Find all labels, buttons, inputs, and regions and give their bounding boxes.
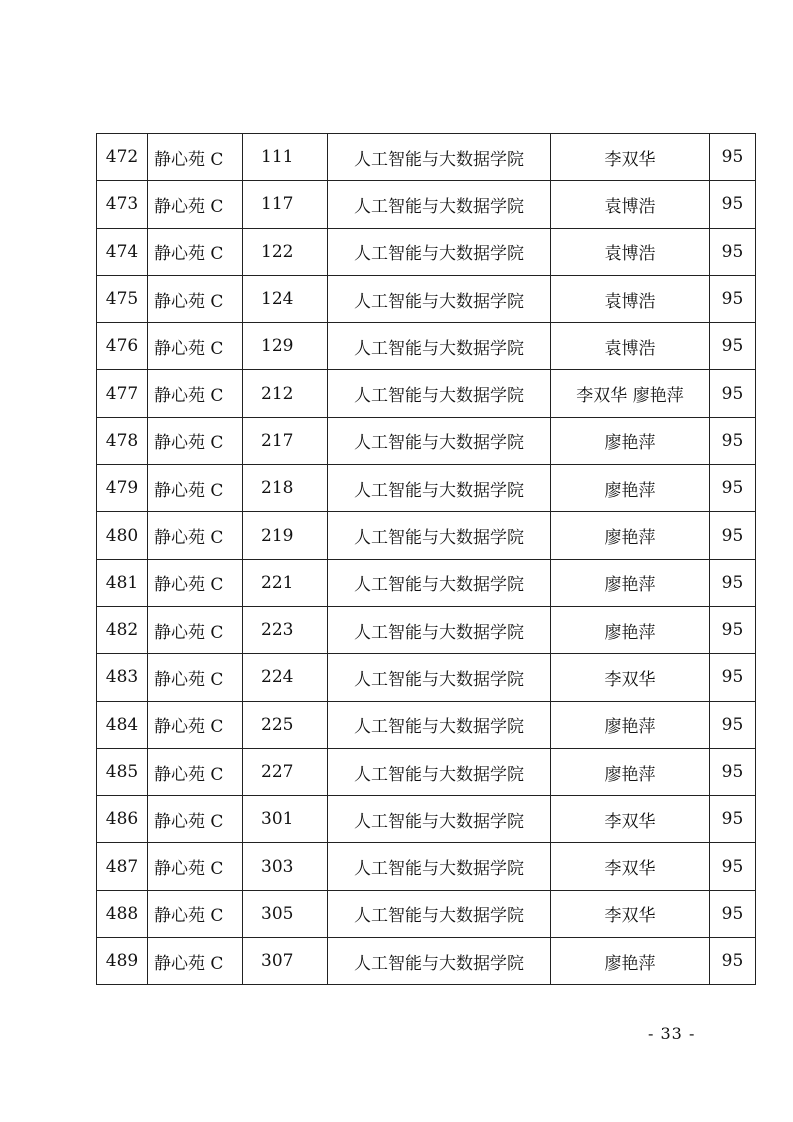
score-cell: 95 [710,512,756,559]
instructor-cell: 廖艳萍 [551,701,710,748]
row-number-cell: 477 [97,370,148,417]
instructor-cell: 李双华 [551,134,710,181]
table-row [97,323,756,370]
building-cell: 静心苑 C [148,559,243,606]
college-cell: 人工智能与大数据学院 [328,606,551,653]
college-cell: 人工智能与大数据学院 [328,796,551,843]
row-number-cell: 482 [97,606,148,653]
instructor-cell: 廖艳萍 [551,938,710,985]
table-row [97,890,756,937]
table-row [97,228,756,275]
building-cell: 静心苑 C [148,796,243,843]
instructor-cell: 廖艳萍 [551,465,710,512]
room-cell: 218 [243,465,328,512]
row-number-cell: 487 [97,843,148,890]
building-cell: 静心苑 C [148,701,243,748]
table-row [97,417,756,464]
room-cell: 305 [243,890,328,937]
building-cell: 静心苑 C [148,465,243,512]
room-cell: 227 [243,748,328,795]
score-cell: 95 [710,465,756,512]
instructor-cell: 李双华 廖艳萍 [551,370,710,417]
score-cell: 95 [710,181,756,228]
college-cell: 人工智能与大数据学院 [328,181,551,228]
row-number-cell: 478 [97,417,148,464]
instructor-cell: 袁博浩 [551,323,710,370]
college-cell: 人工智能与大数据学院 [328,323,551,370]
row-number-cell: 475 [97,275,148,322]
room-cell: 219 [243,512,328,559]
room-cell: 122 [243,228,328,275]
building-cell: 静心苑 C [148,890,243,937]
college-cell: 人工智能与大数据学院 [328,938,551,985]
row-number-cell: 486 [97,796,148,843]
table-row [97,748,756,795]
score-cell: 95 [710,417,756,464]
score-cell: 95 [710,323,756,370]
table-row [97,796,756,843]
room-cell: 223 [243,606,328,653]
table-row [97,370,756,417]
room-cell: 212 [243,370,328,417]
instructor-cell: 廖艳萍 [551,417,710,464]
room-cell: 307 [243,938,328,985]
instructor-cell: 廖艳萍 [551,748,710,795]
college-cell: 人工智能与大数据学院 [328,228,551,275]
score-cell: 95 [710,938,756,985]
building-cell: 静心苑 C [148,181,243,228]
table-row [97,701,756,748]
row-number-cell: 480 [97,512,148,559]
page-number: - 33 - [648,1024,696,1043]
college-cell: 人工智能与大数据学院 [328,512,551,559]
room-cell: 224 [243,654,328,701]
instructor-cell: 袁博浩 [551,181,710,228]
row-number-cell: 479 [97,465,148,512]
score-cell: 95 [710,748,756,795]
score-cell: 95 [710,559,756,606]
table-row [97,654,756,701]
college-cell: 人工智能与大数据学院 [328,748,551,795]
table-row [97,275,756,322]
college-cell: 人工智能与大数据学院 [328,701,551,748]
college-cell: 人工智能与大数据学院 [328,370,551,417]
room-cell: 111 [243,134,328,181]
row-number-cell: 473 [97,181,148,228]
instructor-cell: 廖艳萍 [551,512,710,559]
building-cell: 静心苑 C [148,323,243,370]
instructor-cell: 李双华 [551,843,710,890]
instructor-cell: 李双华 [551,890,710,937]
row-number-cell: 488 [97,890,148,937]
building-cell: 静心苑 C [148,228,243,275]
score-cell: 95 [710,275,756,322]
row-number-cell: 489 [97,938,148,985]
instructor-cell: 李双华 [551,654,710,701]
building-cell: 静心苑 C [148,843,243,890]
instructor-cell: 李双华 [551,796,710,843]
table-body [97,134,756,985]
table-row [97,559,756,606]
instructor-cell: 廖艳萍 [551,606,710,653]
college-cell: 人工智能与大数据学院 [328,275,551,322]
table-row [97,938,756,985]
room-cell: 117 [243,181,328,228]
building-cell: 静心苑 C [148,512,243,559]
row-number-cell: 485 [97,748,148,795]
college-cell: 人工智能与大数据学院 [328,559,551,606]
room-cell: 217 [243,417,328,464]
score-cell: 95 [710,228,756,275]
college-cell: 人工智能与大数据学院 [328,890,551,937]
row-number-cell: 472 [97,134,148,181]
room-cell: 301 [243,796,328,843]
row-number-cell: 483 [97,654,148,701]
room-cell: 225 [243,701,328,748]
college-cell: 人工智能与大数据学院 [328,417,551,464]
building-cell: 静心苑 C [148,370,243,417]
instructor-cell: 廖艳萍 [551,559,710,606]
score-cell: 95 [710,701,756,748]
score-cell: 95 [710,796,756,843]
score-cell: 95 [710,370,756,417]
building-cell: 静心苑 C [148,938,243,985]
room-cell: 124 [243,275,328,322]
instructor-cell: 袁博浩 [551,228,710,275]
college-cell: 人工智能与大数据学院 [328,843,551,890]
table-row [97,134,756,181]
dorm-score-table [96,133,756,985]
score-cell: 95 [710,654,756,701]
score-cell: 95 [710,843,756,890]
building-cell: 静心苑 C [148,654,243,701]
building-cell: 静心苑 C [148,275,243,322]
college-cell: 人工智能与大数据学院 [328,134,551,181]
college-cell: 人工智能与大数据学院 [328,654,551,701]
row-number-cell: 476 [97,323,148,370]
table-row [97,512,756,559]
building-cell: 静心苑 C [148,417,243,464]
building-cell: 静心苑 C [148,606,243,653]
table-row [97,606,756,653]
building-cell: 静心苑 C [148,134,243,181]
college-cell: 人工智能与大数据学院 [328,465,551,512]
room-cell: 303 [243,843,328,890]
room-cell: 129 [243,323,328,370]
table-row [97,181,756,228]
building-cell: 静心苑 C [148,748,243,795]
score-cell: 95 [710,606,756,653]
row-number-cell: 481 [97,559,148,606]
table-row [97,465,756,512]
room-cell: 221 [243,559,328,606]
row-number-cell: 484 [97,701,148,748]
table-row [97,843,756,890]
score-cell: 95 [710,890,756,937]
row-number-cell: 474 [97,228,148,275]
score-cell: 95 [710,134,756,181]
instructor-cell: 袁博浩 [551,275,710,322]
